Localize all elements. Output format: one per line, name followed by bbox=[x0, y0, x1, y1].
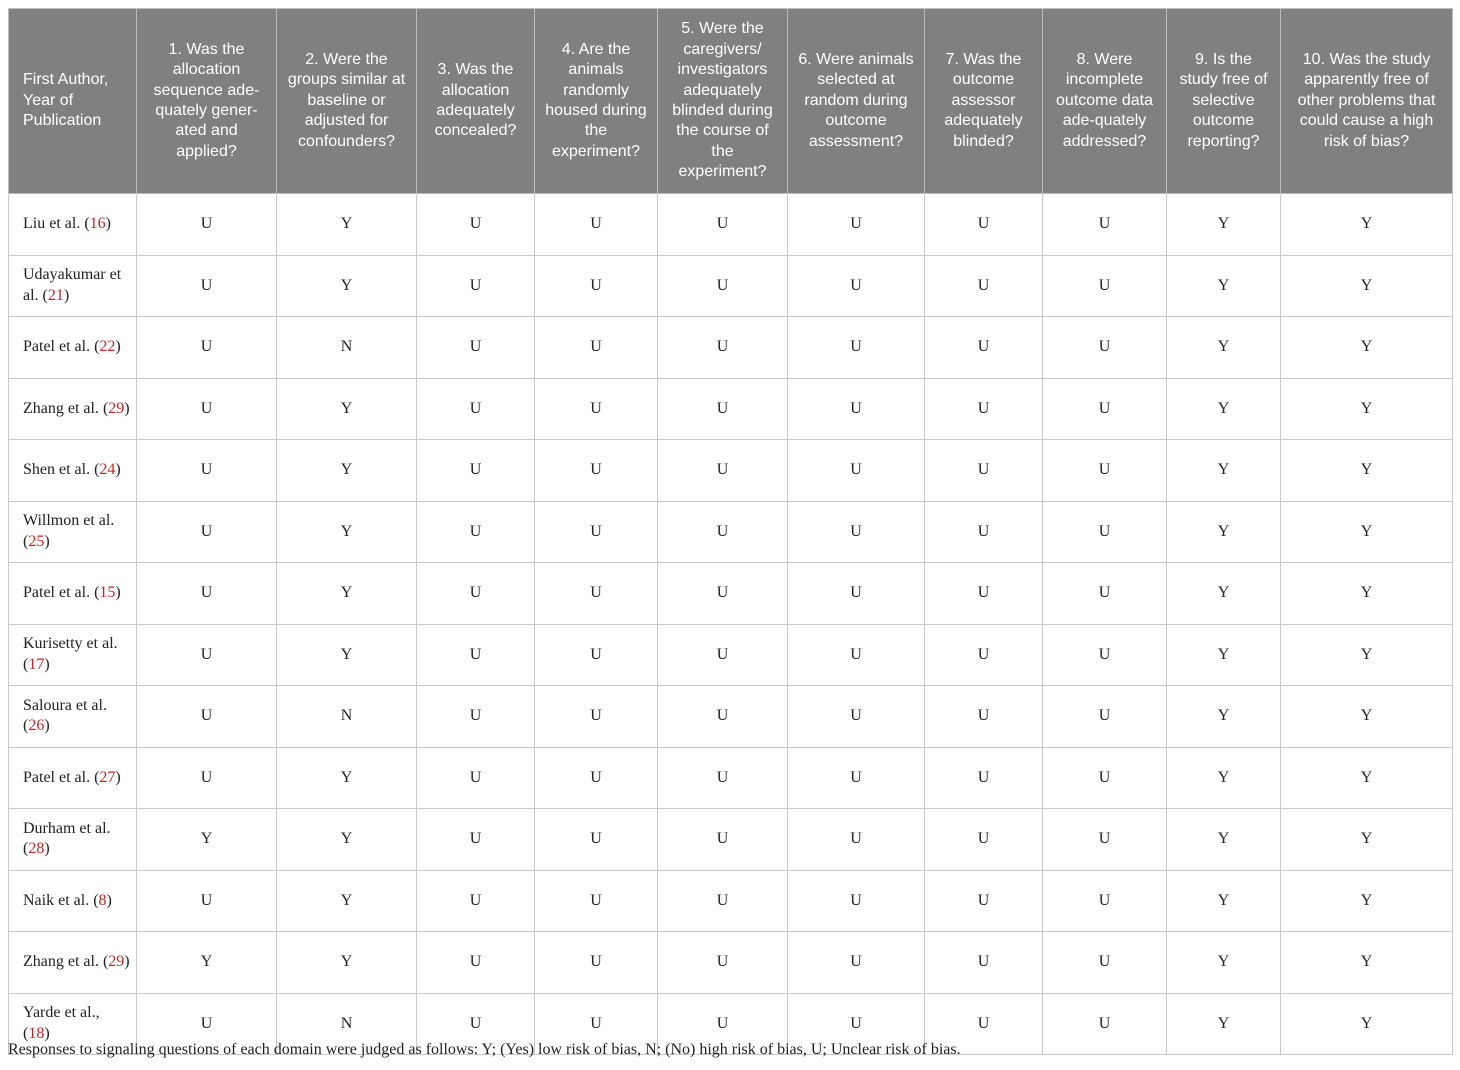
rating-cell-q2: Y bbox=[277, 378, 417, 440]
rating-cell-q1: U bbox=[137, 747, 277, 809]
reference-link[interactable]: 27 bbox=[99, 768, 116, 786]
header-q10: 10. Was the study apparently free of other problems that could cause a high risk of bias? bbox=[1281, 9, 1453, 194]
table-row bbox=[9, 440, 1453, 502]
rating-cell-q4: U bbox=[535, 194, 658, 256]
rating-cell-q3: U bbox=[417, 378, 535, 440]
rating-cell-q6: U bbox=[788, 932, 925, 994]
rating-cell-q7: U bbox=[925, 255, 1043, 317]
table-row bbox=[9, 932, 1453, 994]
reference-close-paren: ) bbox=[44, 840, 50, 858]
table-row bbox=[9, 563, 1453, 625]
rating-cell-q7: U bbox=[925, 563, 1043, 625]
rating-cell-q1: U bbox=[137, 440, 277, 502]
risk-of-bias-table-container bbox=[8, 8, 1452, 1055]
table-row bbox=[9, 747, 1453, 809]
rating-cell-q10: Y bbox=[1281, 932, 1453, 994]
rating-cell-q7: U bbox=[925, 993, 1043, 1055]
header-q9: 9. Is the study free of selective outcome reporting? bbox=[1167, 9, 1281, 194]
rating-cell-q4: U bbox=[535, 932, 658, 994]
reference-close-paren: ) bbox=[105, 215, 111, 232]
author-name: Shen et al. ( bbox=[23, 461, 100, 478]
reference-link[interactable]: 29 bbox=[108, 399, 125, 417]
author-cell bbox=[9, 255, 137, 317]
table-header bbox=[9, 9, 1453, 194]
rating-cell-q1: U bbox=[137, 624, 277, 686]
reference-close-paren: ) bbox=[124, 953, 130, 970]
table-row bbox=[9, 870, 1453, 932]
rating-cell-q3: U bbox=[417, 809, 535, 871]
rating-cell-q5: U bbox=[658, 194, 788, 256]
reference-link[interactable]: 25 bbox=[28, 532, 45, 550]
rating-cell-q10: Y bbox=[1281, 809, 1453, 871]
table-footnote: Responses to signaling questions of each domain were judged as follows: Y; (Yes) low risk of bias, N; (No) high risk of bias, U; Unclear risk of bias. bbox=[8, 1041, 961, 1058]
rating-cell-q5: U bbox=[658, 870, 788, 932]
reference-close-paren: ) bbox=[115, 461, 121, 478]
author-cell bbox=[9, 932, 137, 994]
table-row bbox=[9, 194, 1453, 256]
header-q3: 3. Was the allocation adequately concealed? bbox=[417, 9, 535, 194]
rating-cell-q8: U bbox=[1043, 686, 1167, 748]
rating-cell-q5: U bbox=[658, 932, 788, 994]
reference-link[interactable]: 22 bbox=[99, 338, 116, 355]
table-row bbox=[9, 317, 1453, 379]
rating-cell-q6: U bbox=[788, 563, 925, 625]
rating-cell-q6: U bbox=[788, 870, 925, 932]
reference-link[interactable]: 17 bbox=[28, 655, 45, 673]
rating-cell-q4: U bbox=[535, 747, 658, 809]
rating-cell-q8: U bbox=[1043, 809, 1167, 871]
rating-cell-q4: U bbox=[535, 993, 658, 1055]
reference-close-paren: ) bbox=[124, 399, 130, 417]
rating-cell-q3: U bbox=[417, 194, 535, 256]
header-row bbox=[9, 9, 1453, 194]
author-cell bbox=[9, 440, 137, 502]
rating-cell-q3: U bbox=[417, 563, 535, 625]
rating-cell-q8: U bbox=[1043, 993, 1167, 1055]
rating-cell-q3: U bbox=[417, 440, 535, 502]
rating-cell-q1: U bbox=[137, 686, 277, 748]
rating-cell-q2: Y bbox=[277, 501, 417, 563]
rating-cell-q6: U bbox=[788, 440, 925, 502]
rating-cell-q9: Y bbox=[1167, 870, 1281, 932]
author-name: Patel et al. ( bbox=[23, 768, 100, 786]
rating-cell-q8: U bbox=[1043, 255, 1167, 317]
rating-cell-q10: Y bbox=[1281, 747, 1453, 809]
rating-cell-q4: U bbox=[535, 378, 658, 440]
rating-cell-q8: U bbox=[1043, 501, 1167, 563]
author-cell bbox=[9, 870, 137, 932]
author-name: Willmon et al. ( bbox=[23, 512, 115, 550]
rating-cell-q10: Y bbox=[1281, 255, 1453, 317]
rating-cell-q5: U bbox=[658, 563, 788, 625]
rating-cell-q6: U bbox=[788, 255, 925, 317]
rating-cell-q4: U bbox=[535, 501, 658, 563]
rating-cell-q6: U bbox=[788, 317, 925, 379]
rating-cell-q1: U bbox=[137, 317, 277, 379]
header-q7: 7. Was the outcome assessor adequately blinded? bbox=[925, 9, 1043, 194]
rating-cell-q6: U bbox=[788, 747, 925, 809]
reference-link[interactable]: 15 bbox=[99, 584, 116, 601]
table-row bbox=[9, 255, 1453, 317]
rating-cell-q7: U bbox=[925, 378, 1043, 440]
rating-cell-q4: U bbox=[535, 624, 658, 686]
rating-cell-q1: U bbox=[137, 255, 277, 317]
header-q2: 2. Were the groups similar at baseline or adjusted for confounders? bbox=[277, 9, 417, 194]
reference-close-paren: ) bbox=[44, 655, 50, 673]
rating-cell-q9: Y bbox=[1167, 501, 1281, 563]
rating-cell-q5: U bbox=[658, 747, 788, 809]
rating-cell-q10: Y bbox=[1281, 993, 1453, 1055]
rating-cell-q7: U bbox=[925, 440, 1043, 502]
reference-close-paren: ) bbox=[115, 768, 121, 786]
rating-cell-q2: Y bbox=[277, 440, 417, 502]
rating-cell-q3: U bbox=[417, 747, 535, 809]
rating-cell-q4: U bbox=[535, 317, 658, 379]
author-name: Udayakumar et al. ( bbox=[23, 266, 122, 304]
reference-link[interactable]: 29 bbox=[108, 953, 125, 970]
author-cell bbox=[9, 501, 137, 563]
rating-cell-q7: U bbox=[925, 501, 1043, 563]
rating-cell-q2: N bbox=[277, 317, 417, 379]
reference-close-paren: ) bbox=[63, 286, 70, 304]
reference-link[interactable]: 21 bbox=[47, 286, 64, 304]
rating-cell-q6: U bbox=[788, 686, 925, 748]
rating-cell-q1: U bbox=[137, 993, 277, 1055]
header-q1: 1. Was the allocation sequence ade-quately gener-ated and applied? bbox=[137, 9, 277, 194]
rating-cell-q8: U bbox=[1043, 440, 1167, 502]
rating-cell-q6: U bbox=[788, 993, 925, 1055]
rating-cell-q10: Y bbox=[1281, 317, 1453, 379]
rating-cell-q4: U bbox=[535, 870, 658, 932]
rating-cell-q3: U bbox=[417, 686, 535, 748]
rating-cell-q10: Y bbox=[1281, 501, 1453, 563]
reference-link[interactable]: 16 bbox=[89, 215, 106, 232]
header-q4: 4. Are the animals randomly housed during the experiment? bbox=[535, 9, 658, 194]
rating-cell-q2: Y bbox=[277, 932, 417, 994]
author-cell bbox=[9, 809, 137, 871]
risk-of-bias-table bbox=[8, 8, 1453, 1055]
rating-cell-q7: U bbox=[925, 194, 1043, 256]
rating-cell-q5: U bbox=[658, 501, 788, 563]
rating-cell-q1: Y bbox=[137, 809, 277, 871]
rating-cell-q2: Y bbox=[277, 747, 417, 809]
rating-cell-q10: Y bbox=[1281, 440, 1453, 502]
rating-cell-q4: U bbox=[535, 440, 658, 502]
reference-close-paren: ) bbox=[115, 584, 121, 601]
table-row bbox=[9, 624, 1453, 686]
rating-cell-q2: N bbox=[277, 993, 417, 1055]
author-name: Zhang et al. ( bbox=[23, 399, 109, 417]
rating-cell-q9: Y bbox=[1167, 809, 1281, 871]
rating-cell-q7: U bbox=[925, 624, 1043, 686]
reference-close-paren: ) bbox=[115, 338, 121, 355]
rating-cell-q2: Y bbox=[277, 624, 417, 686]
rating-cell-q10: Y bbox=[1281, 563, 1453, 625]
header-q8: 8. Were incomplete outcome data ade-quately addressed? bbox=[1043, 9, 1167, 194]
rating-cell-q7: U bbox=[925, 870, 1043, 932]
rating-cell-q7: U bbox=[925, 932, 1043, 994]
reference-link[interactable]: 18 bbox=[28, 1024, 45, 1042]
rating-cell-q6: U bbox=[788, 194, 925, 256]
header-author: First Author, Year of Publication bbox=[9, 9, 137, 194]
rating-cell-q8: U bbox=[1043, 317, 1167, 379]
rating-cell-q2: N bbox=[277, 686, 417, 748]
rating-cell-q10: Y bbox=[1281, 194, 1453, 256]
reference-close-paren: ) bbox=[44, 717, 50, 735]
table-row bbox=[9, 809, 1453, 871]
rating-cell-q10: Y bbox=[1281, 378, 1453, 440]
reference-link[interactable]: 24 bbox=[99, 461, 116, 478]
author-name: Durham et al. ( bbox=[23, 819, 111, 858]
rating-cell-q9: Y bbox=[1167, 993, 1281, 1055]
rating-cell-q1: U bbox=[137, 194, 277, 256]
rating-cell-q5: U bbox=[658, 686, 788, 748]
rating-cell-q4: U bbox=[535, 809, 658, 871]
author-cell bbox=[9, 563, 137, 625]
rating-cell-q9: Y bbox=[1167, 686, 1281, 748]
rating-cell-q6: U bbox=[788, 378, 925, 440]
author-name: Kurisetty et al. ( bbox=[23, 635, 118, 673]
rating-cell-q7: U bbox=[925, 686, 1043, 748]
rating-cell-q9: Y bbox=[1167, 378, 1281, 440]
author-name: Liu et al. ( bbox=[23, 215, 90, 232]
table-row bbox=[9, 378, 1453, 440]
rating-cell-q9: Y bbox=[1167, 194, 1281, 256]
rating-cell-q8: U bbox=[1043, 194, 1167, 256]
rating-cell-q5: U bbox=[658, 440, 788, 502]
reference-link[interactable]: 28 bbox=[28, 840, 45, 858]
author-name: Patel et al. ( bbox=[23, 584, 100, 601]
header-q6: 6. Were animals selected at random during outcome assessment? bbox=[788, 9, 925, 194]
rating-cell-q3: U bbox=[417, 255, 535, 317]
author-cell bbox=[9, 747, 137, 809]
rating-cell-q1: U bbox=[137, 563, 277, 625]
rating-cell-q3: U bbox=[417, 870, 535, 932]
rating-cell-q9: Y bbox=[1167, 932, 1281, 994]
rating-cell-q6: U bbox=[788, 809, 925, 871]
rating-cell-q3: U bbox=[417, 317, 535, 379]
rating-cell-q2: Y bbox=[277, 870, 417, 932]
rating-cell-q6: U bbox=[788, 501, 925, 563]
author-cell bbox=[9, 378, 137, 440]
rating-cell-q10: Y bbox=[1281, 624, 1453, 686]
rating-cell-q5: U bbox=[658, 255, 788, 317]
rating-cell-q7: U bbox=[925, 747, 1043, 809]
rating-cell-q1: Y bbox=[137, 932, 277, 994]
reference-link[interactable]: 8 bbox=[98, 891, 107, 909]
rating-cell-q5: U bbox=[658, 378, 788, 440]
rating-cell-q1: U bbox=[137, 870, 277, 932]
rating-cell-q5: U bbox=[658, 993, 788, 1055]
author-name: Saloura et al. ( bbox=[23, 696, 107, 735]
rating-cell-q9: Y bbox=[1167, 747, 1281, 809]
table-row bbox=[9, 501, 1453, 563]
rating-cell-q10: Y bbox=[1281, 686, 1453, 748]
reference-link[interactable]: 26 bbox=[28, 717, 45, 735]
rating-cell-q4: U bbox=[535, 255, 658, 317]
reference-close-paren: ) bbox=[44, 532, 50, 550]
rating-cell-q2: Y bbox=[277, 563, 417, 625]
rating-cell-q2: Y bbox=[277, 255, 417, 317]
author-name: Patel et al. ( bbox=[23, 338, 100, 355]
rating-cell-q8: U bbox=[1043, 563, 1167, 625]
rating-cell-q10: Y bbox=[1281, 870, 1453, 932]
rating-cell-q2: Y bbox=[277, 809, 417, 871]
reference-close-paren: ) bbox=[106, 891, 112, 909]
rating-cell-q1: U bbox=[137, 378, 277, 440]
author-name: Zhang et al. ( bbox=[23, 953, 109, 970]
rating-cell-q7: U bbox=[925, 317, 1043, 379]
rating-cell-q3: U bbox=[417, 932, 535, 994]
rating-cell-q3: U bbox=[417, 993, 535, 1055]
rating-cell-q7: U bbox=[925, 809, 1043, 871]
author-name: Yarde et al., ( bbox=[23, 1004, 100, 1042]
rating-cell-q9: Y bbox=[1167, 563, 1281, 625]
rating-cell-q3: U bbox=[417, 501, 535, 563]
rating-cell-q6: U bbox=[788, 624, 925, 686]
rating-cell-q8: U bbox=[1043, 870, 1167, 932]
rating-cell-q8: U bbox=[1043, 378, 1167, 440]
rating-cell-q9: Y bbox=[1167, 317, 1281, 379]
rating-cell-q5: U bbox=[658, 624, 788, 686]
rating-cell-q3: U bbox=[417, 624, 535, 686]
rating-cell-q8: U bbox=[1043, 747, 1167, 809]
rating-cell-q1: U bbox=[137, 501, 277, 563]
table-body bbox=[9, 194, 1453, 1055]
rating-cell-q8: U bbox=[1043, 624, 1167, 686]
rating-cell-q2: Y bbox=[277, 194, 417, 256]
reference-close-paren: ) bbox=[44, 1024, 50, 1042]
author-cell bbox=[9, 194, 137, 256]
rating-cell-q9: Y bbox=[1167, 624, 1281, 686]
rating-cell-q9: Y bbox=[1167, 440, 1281, 502]
rating-cell-q5: U bbox=[658, 317, 788, 379]
table-row bbox=[9, 686, 1453, 748]
header-q5: 5. Were the caregivers/ investigators adequately blinded during the course of the experiment? bbox=[658, 9, 788, 194]
author-cell bbox=[9, 317, 137, 379]
author-name: Naik et al. ( bbox=[23, 891, 99, 909]
author-cell bbox=[9, 686, 137, 748]
author-cell bbox=[9, 624, 137, 686]
rating-cell-q8: U bbox=[1043, 932, 1167, 994]
rating-cell-q5: U bbox=[658, 809, 788, 871]
rating-cell-q9: Y bbox=[1167, 255, 1281, 317]
rating-cell-q4: U bbox=[535, 686, 658, 748]
rating-cell-q4: U bbox=[535, 563, 658, 625]
